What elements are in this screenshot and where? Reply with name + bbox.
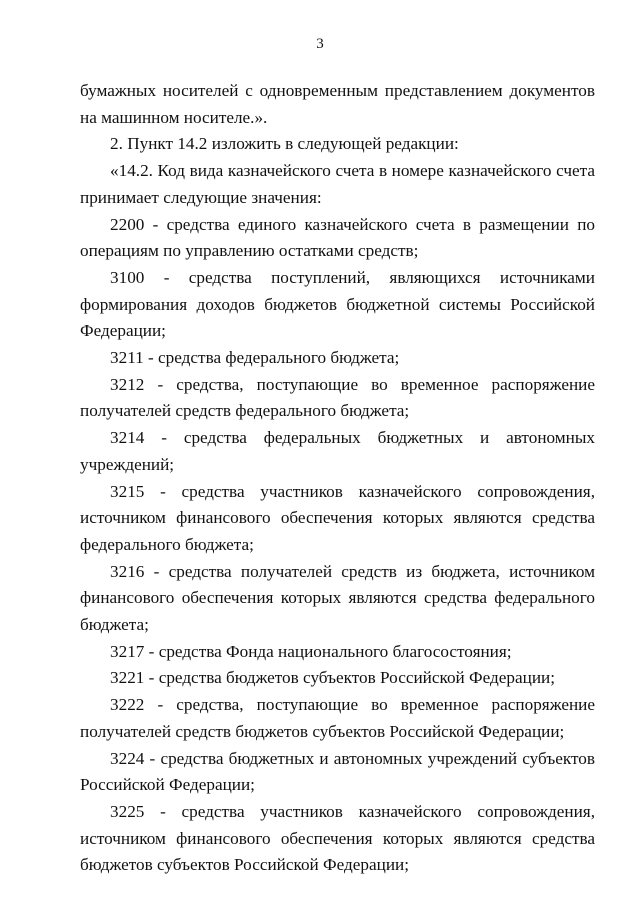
paragraph-code-3222: 3222 - средства, поступающие во временное распоряжение получателей средств бюджетов субъектов Российской Федерации; — [80, 695, 595, 741]
paragraph-code-3211: 3211 - средства федерального бюджета; — [110, 348, 400, 368]
paragraph-code-3216: 3216 - средства получателей средств из бюджета, источником финансового обеспечения которых являются средства федерального бюджета; — [80, 561, 595, 635]
paragraph-item-2-heading: 2. Пункт 14.2 изложить в следующей редакции: — [110, 134, 459, 154]
paragraph-code-3212: 3212 - средства, поступающие во временное распоряжение получателей средств федерального бюджета; — [80, 374, 595, 421]
paragraph-continuation: бумажных носителей с одновременным представлением документов на машинном носителе.». — [80, 81, 595, 127]
paragraph-code-3215: 3215 - средства участников казначейского сопровождения, источником финансового обеспечения которых являются средства федерального бюджета; — [80, 481, 595, 554]
paragraph-code-3225: 3225 - средства участников казначейского сопровождения, источником финансового обеспечения которых являются средства бюджетов субъектов Российской Федерации; — [80, 801, 595, 875]
paragraph-code-3217: 3217 - средства Фонда национального благосостояния; — [110, 641, 512, 661]
paragraph-code-3224: 3224 - средства бюджетных и автономных учреждений субъектов Российской Федерации; — [80, 748, 595, 795]
document-body — [80, 78, 595, 879]
paragraph-code-3100: 3100 - средства поступлений, являющихся источниками формирования доходов бюджетов бюджетной системы Российской Федерации; — [80, 267, 595, 341]
paragraph-code-3214: 3214 - средства федеральных бюджетных и автономных учреждений; — [80, 428, 595, 474]
page-number: 3 — [316, 36, 324, 52]
paragraph-code-3221: 3221 - средства бюджетов субъектов Российской Федерации; — [110, 668, 556, 688]
paragraph-14-2-intro: «14.2. Код вида казначейского счета в номере казначейского счета принимает следующие значения: — [80, 161, 595, 207]
paragraph-code-2200: 2200 - средства единого казначейского счета в размещении по операциям по управлению остатками средств; — [80, 214, 595, 261]
